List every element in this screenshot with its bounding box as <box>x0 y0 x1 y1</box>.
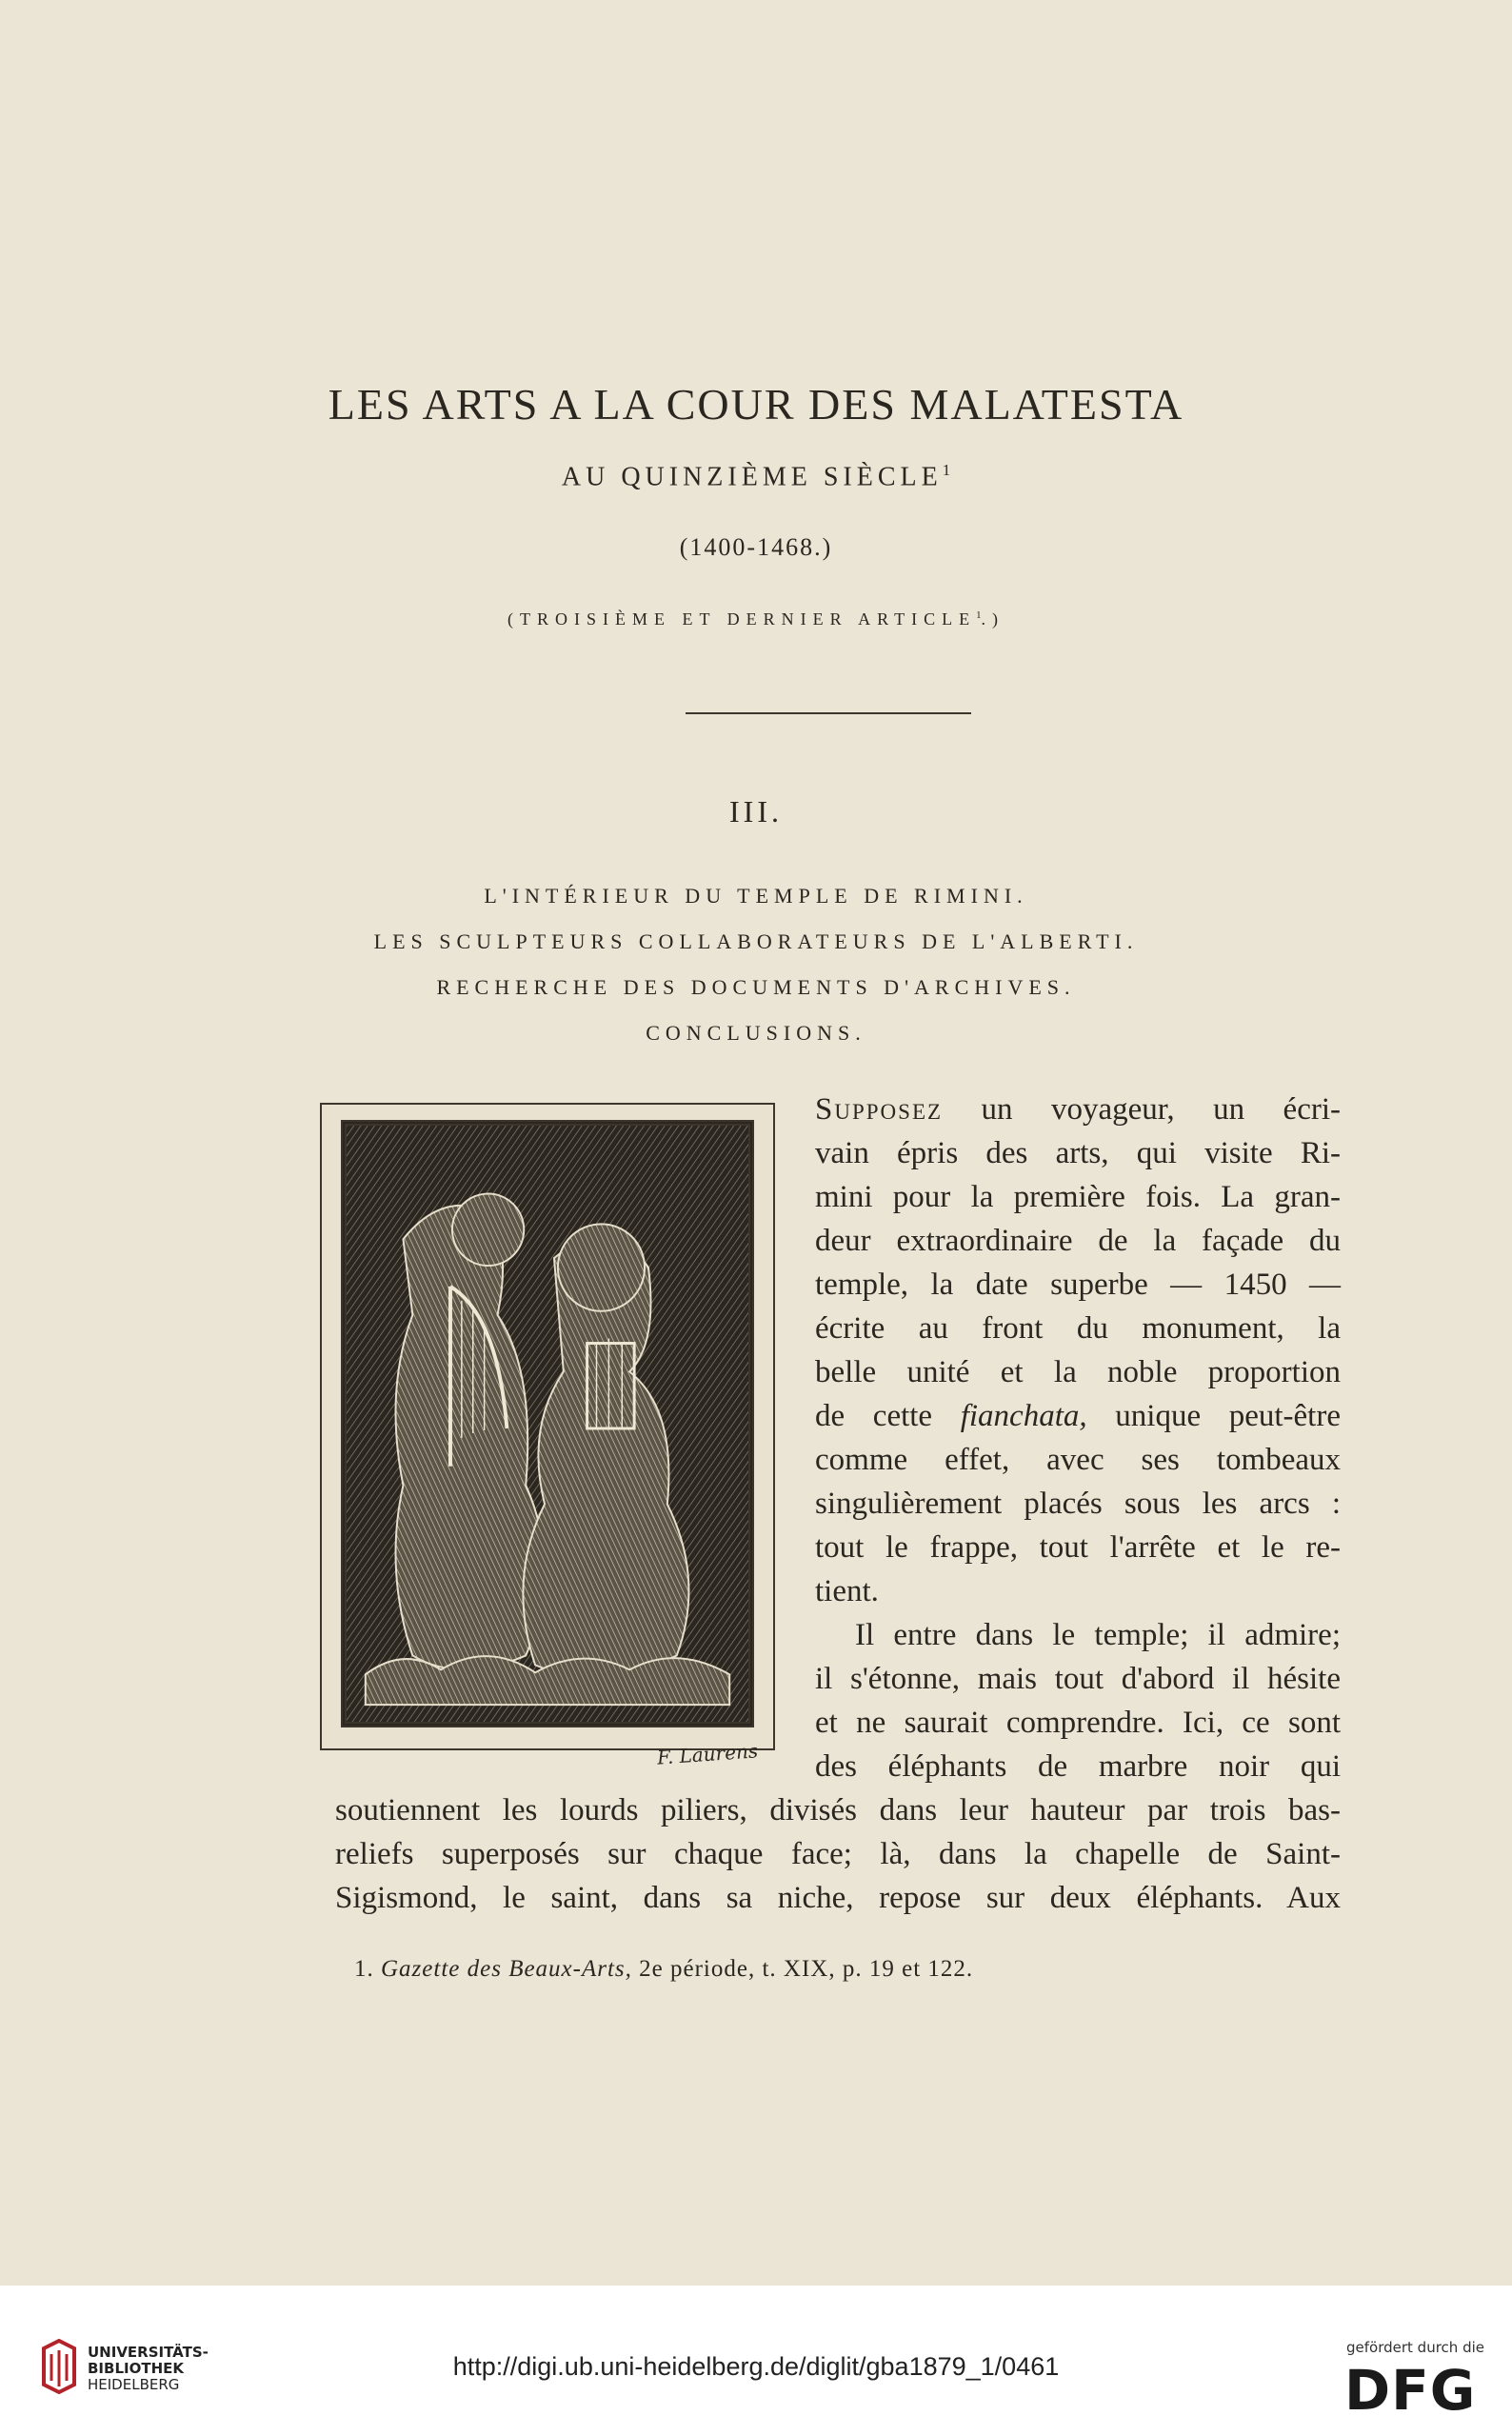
body-line-2: vain épris des arts, qui visite Ri- <box>815 1136 1341 1170</box>
body-line-14: il s'étonne, mais tout d'abord il hésite <box>815 1662 1341 1696</box>
digitization-footer <box>0 2286 1512 2436</box>
footnote <box>354 1956 973 1983</box>
body-line-8-end: unique peut-être <box>1086 1399 1341 1433</box>
engraving-illustration <box>320 1103 775 1750</box>
italic-term: fianchata, <box>960 1399 1087 1433</box>
funding-caption: gefördert durch die <box>1346 2339 1484 2356</box>
body-line-6: écrite au front du monument, la <box>815 1311 1341 1346</box>
article-part <box>0 609 1512 629</box>
section-heading-line-3: RECHERCHE DES DOCUMENTS D'ARCHIVES. <box>436 975 1076 999</box>
body-line-1 <box>815 1088 1341 1131</box>
body-line-7: belle unité et la noble proportion <box>815 1355 1341 1389</box>
article-dates: (1400-1468.) <box>679 533 833 561</box>
body-line-16: des éléphants de marbre noir qui <box>815 1749 1341 1784</box>
section-heading-line-2: LES SCULPTEURS COLLABORATEURS DE L'ALBERTI. <box>373 929 1139 953</box>
body-line-18: reliefs superposés sur chaque face; là, dans la chapelle de Saint- <box>335 1837 1341 1871</box>
library-name-line-1: UNIVERSITÄTS- <box>88 2344 209 2361</box>
body-line-8-start: de cette <box>815 1399 961 1433</box>
footnote-number: 1. <box>354 1956 374 1982</box>
body-line-13: Il entre dans le temple; il admire; <box>855 1618 1341 1652</box>
article-subtitle <box>0 461 1512 492</box>
engraving-frame <box>341 1120 754 1727</box>
body-line-10: singulièrement placés sous les arcs : <box>815 1487 1341 1521</box>
body-line-11: tout le frappe, tout l'arrête et le re- <box>815 1530 1341 1565</box>
divider-rule <box>686 712 971 714</box>
body-line-17: soutiennent les lourds piliers, divisés dans leur hauteur par trois bas- <box>335 1793 1341 1827</box>
body-line-9: comme effet, avec ses tombeaux <box>815 1443 1341 1477</box>
body-line-12: tient. <box>815 1574 879 1608</box>
article-footnote-ref: 1 <box>976 609 982 621</box>
body-line-4: deur extraordinaire de la façade du <box>815 1224 1341 1258</box>
body-line-19: Sigismond, le saint, dans sa niche, repose sur deux éléphants. Aux <box>335 1881 1341 1915</box>
footnote-rest: 2e période, t. XIX, p. 19 et 122. <box>639 1956 974 1982</box>
subtitle-footnote-ref: 1 <box>942 461 951 479</box>
article-part-text: (TROISIÈME ET DERNIER ARTICLE <box>507 609 977 629</box>
angels-engraving-image <box>347 1126 748 1722</box>
article-part-close: .) <box>981 609 1005 629</box>
body-line-5: temple, la date superbe — 1450 — <box>815 1268 1341 1302</box>
article-title: LES ARTS A LA COUR DES MALATESTA <box>328 380 1184 429</box>
section-heading-line-1: L'INTÉRIEUR DU TEMPLE DE RIMINI. <box>484 884 1028 908</box>
dfg-logo: DFG <box>1344 2358 1477 2423</box>
body-line-8 <box>815 1394 1341 1438</box>
body-line-1-text: un voyageur, un écri- <box>943 1092 1341 1127</box>
body-line-15: et ne saurait comprendre. Ici, ce sont <box>815 1706 1341 1740</box>
engraver-signature: F. Laurens <box>656 1739 759 1769</box>
dropcap-word: Supposez <box>815 1092 944 1127</box>
section-number: III. <box>729 794 783 829</box>
footnote-source: Gazette des Beaux-Arts, <box>381 1956 632 1982</box>
library-name-line-3: HEIDELBERG <box>88 2376 180 2393</box>
library-name-line-2: BIBLIOTHEK <box>88 2360 184 2377</box>
permalink-url[interactable]: http://digi.ub.uni-heidelberg.de/diglit/gba1879_1/0461 <box>452 2352 1060 2381</box>
subtitle-text: AU QUINZIÈME SIÈCLE <box>561 462 943 492</box>
section-heading-line-4: CONCLUSIONS. <box>646 1021 866 1045</box>
body-line-3: mini pour la première fois. La gran- <box>815 1180 1341 1214</box>
